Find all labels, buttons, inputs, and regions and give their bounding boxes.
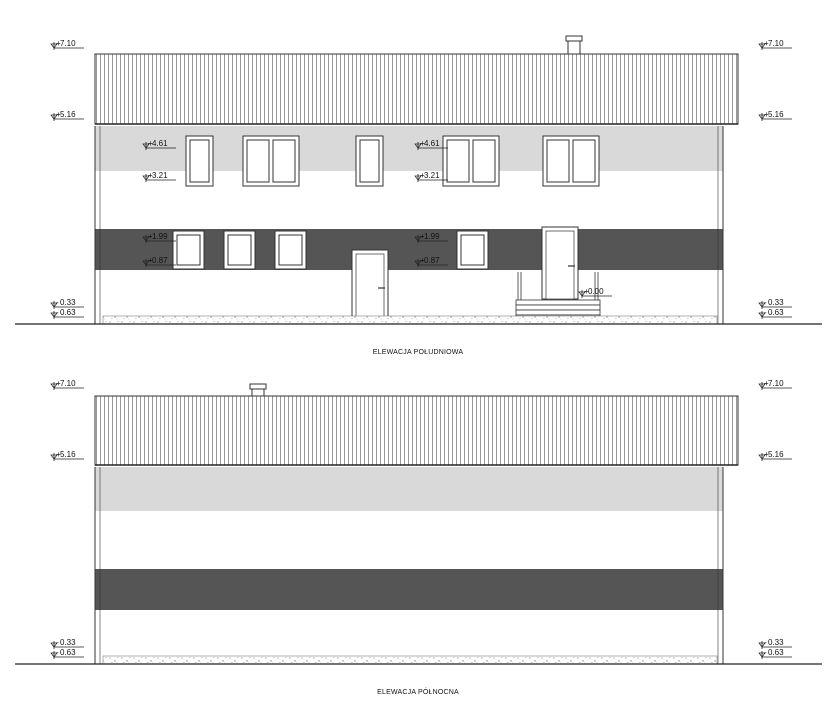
level-value: 0.63 xyxy=(60,648,76,657)
level-sign: + xyxy=(420,139,425,148)
level-sign: + xyxy=(56,110,61,119)
level-sign: + xyxy=(56,379,61,388)
wall-plinth xyxy=(95,270,723,316)
level-sign: - xyxy=(764,648,767,657)
level-markers-left xyxy=(51,379,84,659)
level-sign: - xyxy=(764,638,767,647)
level-value: 0.33 xyxy=(60,638,76,647)
level-value: 3.21 xyxy=(424,171,440,180)
level-value: 7.10 xyxy=(768,39,784,48)
level-sign: - xyxy=(56,638,59,647)
north-elevation xyxy=(15,384,822,664)
level-value: 0.00 xyxy=(588,287,604,296)
level-markers-right xyxy=(759,39,792,319)
level-sign: + xyxy=(764,39,769,48)
level-value: 0.33 xyxy=(60,298,76,307)
level-sign: + xyxy=(584,287,589,296)
level-sign: + xyxy=(148,139,153,148)
level-marker xyxy=(759,308,792,319)
level-sign: - xyxy=(764,298,767,307)
wall-band-dark xyxy=(95,569,723,610)
level-markers-left xyxy=(51,39,84,319)
level-value: 5.16 xyxy=(768,450,784,459)
wall-band-white xyxy=(95,511,723,569)
level-value: 1.99 xyxy=(424,232,440,241)
level-sign: + xyxy=(148,232,153,241)
level-value: 0.87 xyxy=(152,256,168,265)
level-marker xyxy=(759,39,792,50)
level-value: 0.63 xyxy=(768,308,784,317)
level-marker xyxy=(51,110,84,121)
level-value: 4.61 xyxy=(152,139,168,148)
level-sign: + xyxy=(764,110,769,119)
level-value: 7.10 xyxy=(60,39,76,48)
ground-gravel xyxy=(103,656,717,664)
level-marker xyxy=(759,648,792,659)
level-value: 7.10 xyxy=(768,379,784,388)
level-marker xyxy=(51,39,84,50)
elevation-title-south: ELEWACJA POŁUDNIOWA xyxy=(372,349,464,356)
ground-gravel xyxy=(103,316,717,324)
level-sign: + xyxy=(764,450,769,459)
wall-band-light xyxy=(95,467,723,511)
level-sign: + xyxy=(148,171,153,180)
level-marker xyxy=(51,450,84,461)
level-sign: + xyxy=(148,256,153,265)
level-marker xyxy=(759,450,792,461)
level-value: 0.63 xyxy=(60,308,76,317)
roof xyxy=(95,396,738,465)
level-value: 1.99 xyxy=(152,232,168,241)
level-value: 3.21 xyxy=(152,171,168,180)
level-value: 7.10 xyxy=(60,379,76,388)
level-markers-right xyxy=(759,379,792,659)
level-sign: + xyxy=(764,379,769,388)
level-sign: + xyxy=(56,39,61,48)
level-value: 0.63 xyxy=(768,648,784,657)
level-sign: + xyxy=(420,256,425,265)
level-marker xyxy=(759,379,792,390)
wall-plinth xyxy=(95,610,723,656)
level-sign: - xyxy=(56,648,59,657)
level-marker xyxy=(51,379,84,390)
level-value: 0.33 xyxy=(768,638,784,647)
level-value: 0.33 xyxy=(768,298,784,307)
elevation-title-north: ELEWACJA PÓŁNOCNA xyxy=(377,689,459,696)
level-value: 5.16 xyxy=(60,110,76,119)
level-marker xyxy=(51,308,84,319)
level-marker xyxy=(51,648,84,659)
level-value: 0.87 xyxy=(424,256,440,265)
level-sign: + xyxy=(56,450,61,459)
roof xyxy=(95,54,738,124)
level-value: 5.16 xyxy=(768,110,784,119)
level-sign: - xyxy=(56,298,59,307)
level-value: 4.61 xyxy=(424,139,440,148)
level-value: 5.16 xyxy=(60,450,76,459)
level-sign: + xyxy=(420,232,425,241)
level-marker xyxy=(759,110,792,121)
level-sign: + xyxy=(420,171,425,180)
level-sign: - xyxy=(56,308,59,317)
level-sign: - xyxy=(764,308,767,317)
